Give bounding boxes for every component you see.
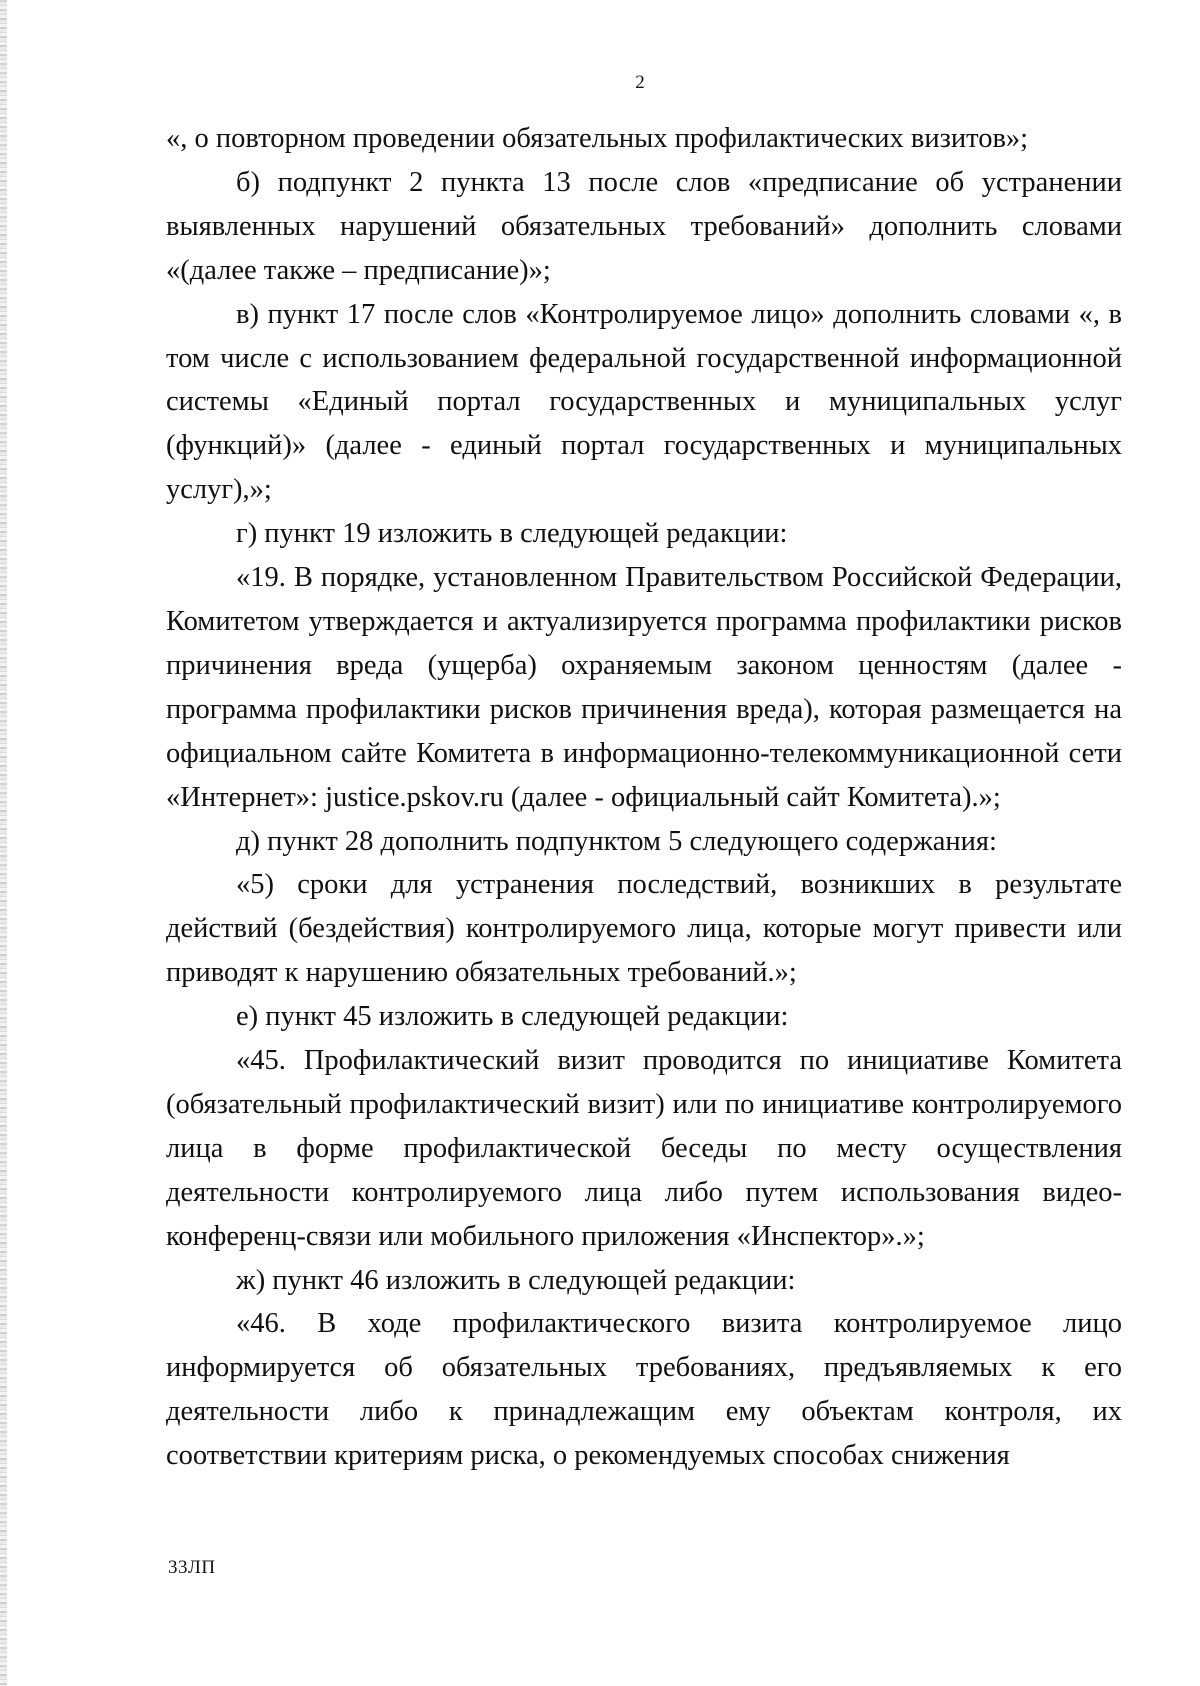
paragraph-zh-item-46-heading: ж) пункт 46 изложить в следующей редакции: [236,1264,796,1296]
page-number: 2 [635,72,645,93]
paragraph-d-item-28-heading: д) пункт 28 дополнить подпунктом 5 следующего содержания: [236,825,997,857]
paragraph-b-subitem-13: б) подпункт 2 пункта 13 после слов «предписание об устранении выявленных нарушений обязательных требований» дополнить словами «(далее также – предписание)»; [166,166,1122,286]
document-body [166,117,1122,1478]
paragraph-item-19-text: «19. В порядке, установленном Правительством Российской Федерации, Комитетом утверждается и актуализируется программа профилактики рисков причинения вреда (ущерба) охраняемым законом ценностям (далее - программа профилактики рисков причинения вреда), которая размещается на официальном сайте Комитета в информационно-телекоммуникационной сети «Интернет»: justice.pskov.ru (далее - официальный сайт Комитета).»; [166,562,1122,813]
paragraph-item-45-text: «45. Профилактический визит проводится по инициативе Комитета (обязательный профилактический визит) или по инициативе контролируемого лица в форме профилактической беседы по месту осуществления деятельности контролируемого лица либо путем использования видео-конференц-связи или мобильного приложения «Инспектор».»; [166,1045,1122,1252]
scan-edge-artifact [0,0,7,1686]
paragraph-g-item-19-heading: г) пункт 19 изложить в следующей редакции: [236,518,788,550]
document-code: 33ЛП [168,1557,216,1578]
paragraph-v-item-17: в) пункт 17 после слов «Контролируемое лицо» дополнить словами «, в том числе с использованием федеральной государственной информационной системы «Единый портал государственных и муниципальных услуг (функций)» (далее - единый портал государственных и муниципальных услуг),»; [166,298,1122,506]
paragraph-continuation: «, о повторном проведении обязательных профилактических визитов»; [166,123,1029,154]
paragraph-item-46-text: «46. В ходе профилактического визита контролируемое лицо информируется об обязательных требованиях, предъявляемых к его деятельности либо к принадлежащим ему объектам контроля, их соответствии критериям риска, о рекомендуемых способах снижения [166,1308,1122,1472]
paragraph-subitem-5-text: «5) сроки для устранения последствий, возникших в результате действий (бездействия) контролируемого лица, которые могут привести или приводят к нарушению обязательных требований.»; [166,869,1122,989]
paragraph-e-item-45-heading: е) пункт 45 изложить в следующей редакции: [236,1001,789,1033]
